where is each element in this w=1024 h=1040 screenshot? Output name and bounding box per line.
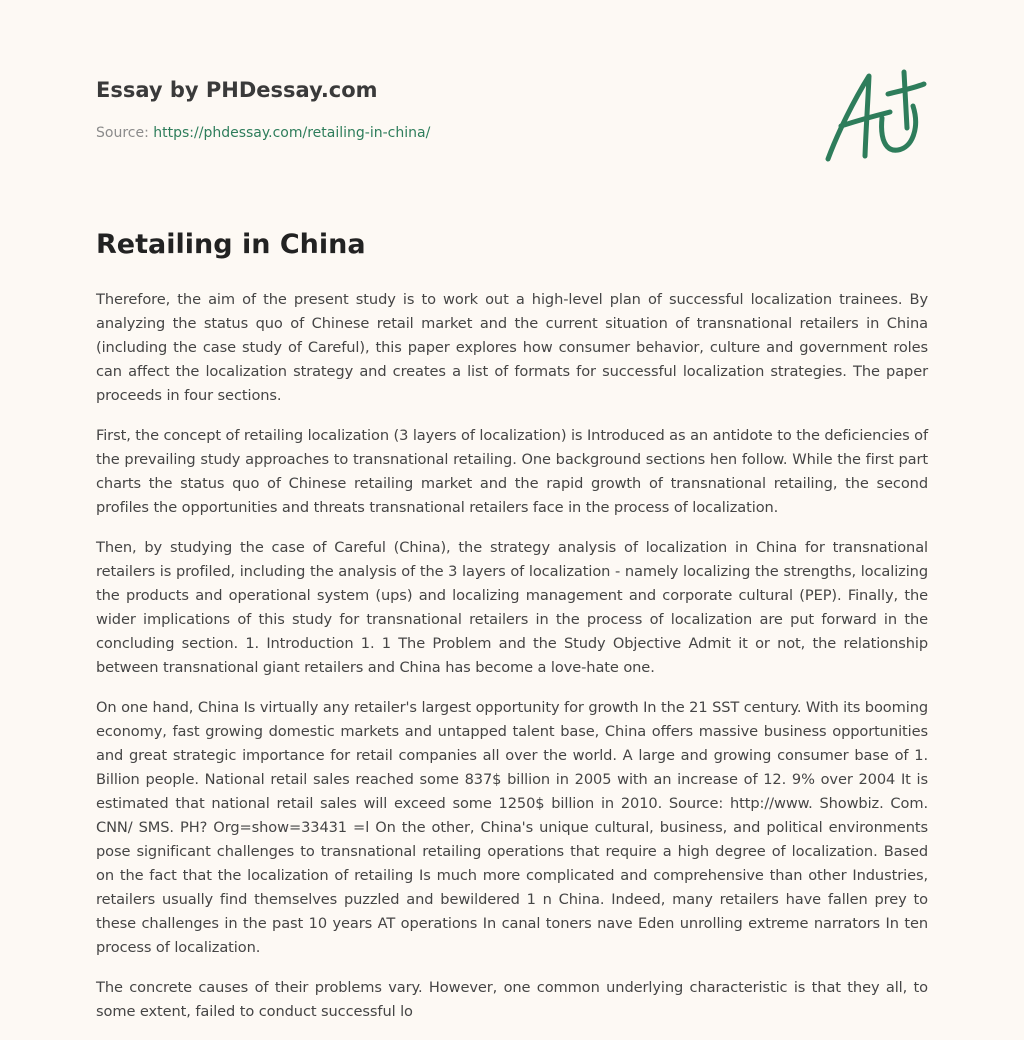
essay-title: Retailing in China (96, 229, 366, 260)
source-label: Source: (96, 125, 154, 141)
source-link[interactable]: https://phdessay.com/retailing-in-china/ (153, 125, 431, 141)
page-header (96, 76, 928, 143)
essay-paragraph: Then, by studying the case of Careful (China), the strategy analysis of localization in China for transnational retailers is profiled, including the analysis of the 3 layers of localization - namely localizing the strengths, localizing the products and operational system (ups) and localizing management and corporate cultural (PEP). Finally, the wider implications of this study for transnational retailers in the process of localization are put forward in the concluding section. 1. Introduction 1. 1 The Problem and the Study Objective Admit it or not, the relationship between transnational giant retailers and China has become a love-hate one. (96, 539, 928, 676)
essay-content (96, 226, 928, 1040)
source-line (96, 123, 928, 143)
a-plus-logo-icon (822, 66, 928, 166)
essay-paragraph: Therefore, the aim of the present study is to work out a high-level plan of successful localization trainees. By analyzing the status quo of Chinese retail market and the current situation of transnational retailers in China (including the case study of Careful), this paper explores how consumer behavior, culture and government roles can affect the localization strategy and creates a list of formats for successful localization strategies. The paper proceeds in four sections. (96, 291, 928, 404)
essay-paragraph: On one hand, China Is virtually any retailer's largest opportunity for growth In the 21 SST century. With its booming economy, fast growing domestic markets and untapped talent base, China offers massive business opportunities and great strategic importance for retail companies all over the world. A large and growing consumer base of 1. Billion people. National retail sales reached some 837$ billion in 2005 with an increase of 12. 9% over 2004 It is estimated that national retail sales will exceed some 1250$ billion in 2010. Source: http://www. Showbiz. Com. CNN/ SMS. PH? Org=show=33431 =l On the other, China's unique cultural, business, and political environments pose significant challenges to transnational retailing operations that require a high degree of localization. Based on the fact that the localization of retailing Is much more complicated and comprehensive than other Industries, retailers usually find themselves puzzled and bewildered 1 n China. Indeed, many retailers have fallen prey to these challenges in the past 10 years AT operations In canal toners nave Eden unrolling extreme narrators In ten process of localization. (96, 699, 929, 956)
site-title: Essay by PHDessay.com (96, 78, 378, 102)
essay-paragraph: First, the concept of retailing localization (3 layers of localization) is Introduced as an antidote to the deficiencies of the prevailing study approaches to transnational retailing. One background sections hen follow. While the first part charts the status quo of Chinese retailing market and the rapid growth of transnational retailing, the second profiles the opportunities and threats transnational retailers face in the process of localization. (96, 427, 928, 516)
essay-paragraph: The concrete causes of their problems vary. However, one common underlying characteristic is that they all, to some extent, failed to conduct successful lo (96, 979, 928, 1020)
